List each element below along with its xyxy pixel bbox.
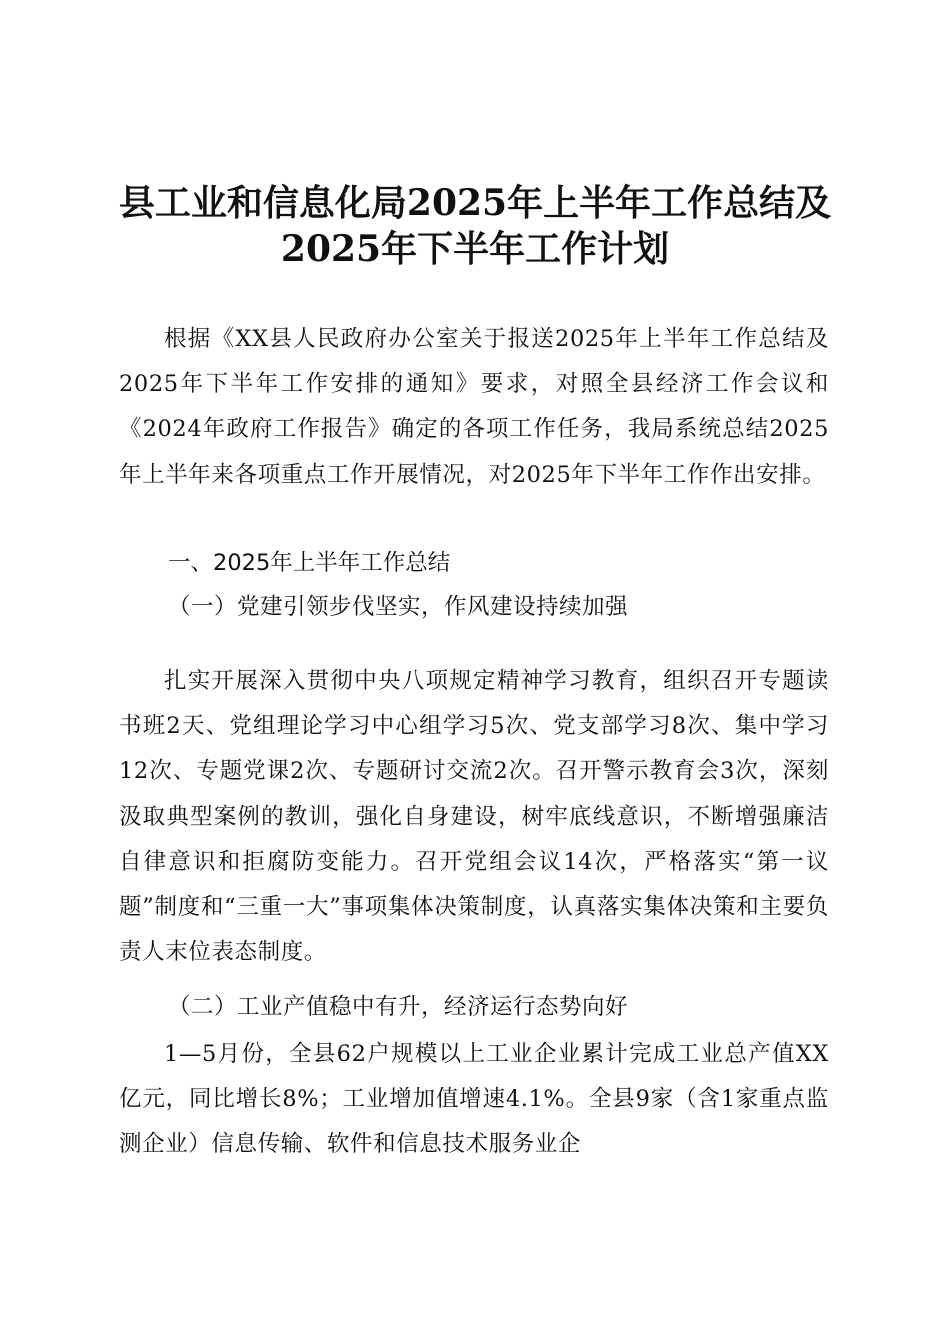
subsection-2-paragraph: 1—5月份，全县62户规模以上工业企业累计完成工业总产值XX亿元，同比增长8%；工业增加值增速4.1%。全县9家（含1家重点监测企业）信息传输、软件和信息技术服务业企	[119, 1041, 829, 1158]
subsection-heading-1: （一）党建引领步伐坚实，作风建设持续加强	[168, 594, 629, 620]
section-heading-1: 一、2025年上半年工作总结	[168, 550, 451, 576]
intro-paragraph: 根据《XX县人民政府办公室关于报送2025年上半年工作总结及2025年下半年工作安排的通知》要求，对照全县经济工作会议和《2024年政府工作报告》确定的各项工作任务，我局系统总结2025年上半年来各项重点工作开展情况，对2025年下半年工作作出安排。	[119, 326, 829, 488]
document-title-line-2: 2025年下半年工作计划	[280, 228, 670, 270]
subsection-1-paragraph: 扎实开展深入贯彻中央八项规定精神学习教育，组织召开专题读书班2天、党组理论学习中心组学习5次、党支部学习8次、集中学习12次、专题党课2次、专题研讨交流2次。召开警示教育会3次，深刻汲取典型案例的教训，强化自身建设，树牢底线意识，不断增强廉洁自律意识和拒腐防变能力。召开党组会议14次，严格落实“第一议题”制度和“三重一大”事项集体决策制度，认真落实集体决策和主要负责人末位表态制度。	[119, 668, 829, 966]
subsection-heading-2: （二）工业产值稳中有升，经济运行态势向好	[168, 994, 629, 1020]
document-title-line-1: 县工业和信息化局2025年上半年工作总结及	[118, 182, 832, 224]
